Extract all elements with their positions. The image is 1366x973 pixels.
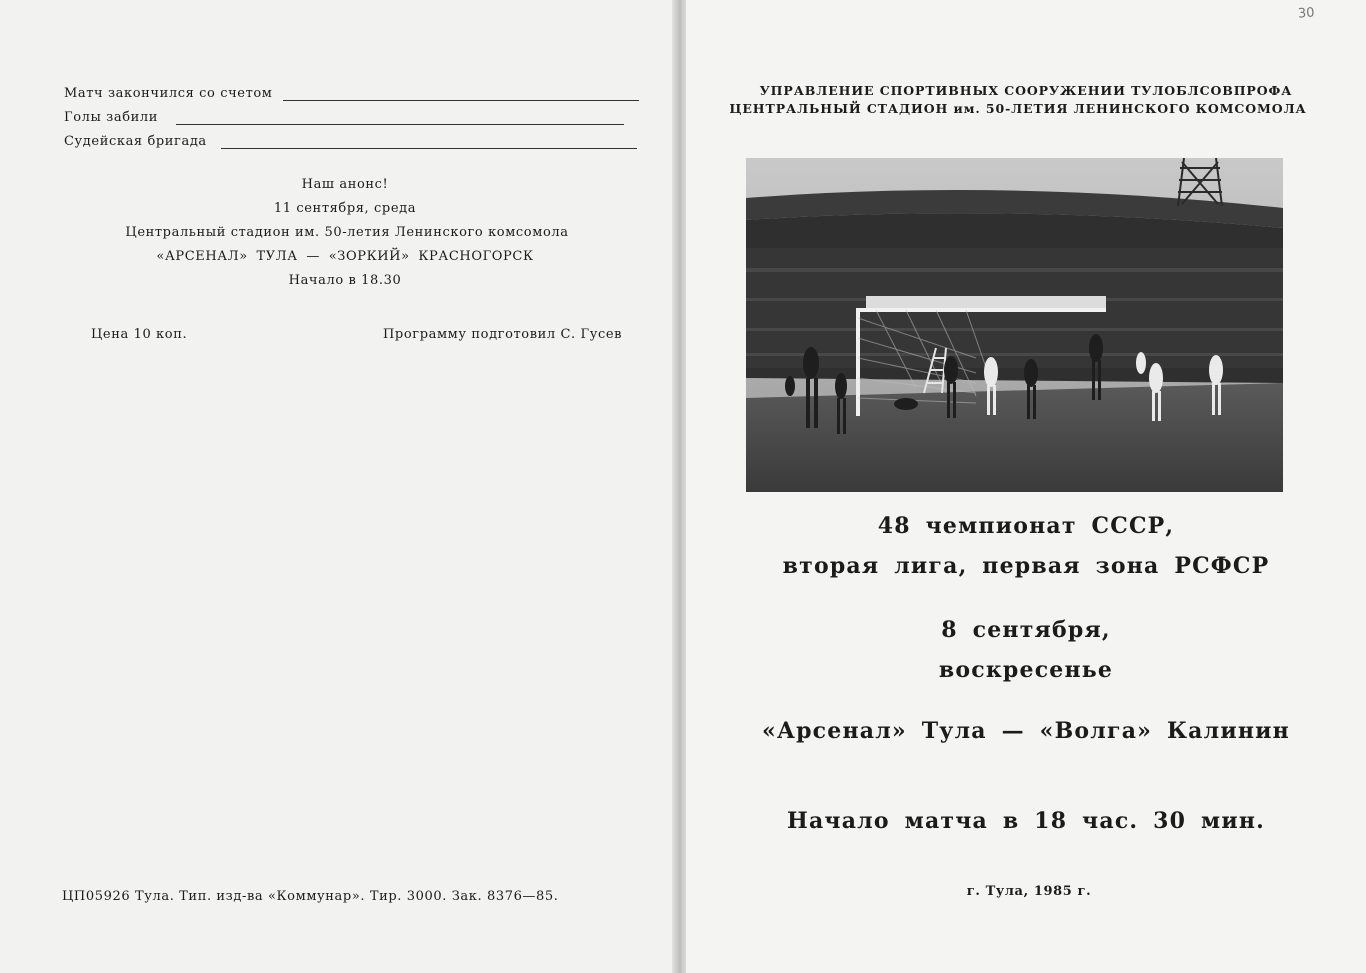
score-label: Матч закончился со счетом [64,86,273,101]
championship-title: 48 чемпионат СССР, [877,513,1175,539]
referees-blank-line [221,136,637,149]
goals-label: Голы забили [64,110,159,125]
prepared-by: Программу подготовил С. Гусев [383,327,623,342]
score-row [64,86,639,101]
left-page [0,0,676,973]
org-line-1: УПРАВЛЕНИЕ СПОРТИВНЫХ СООРУЖЕНИИ ТУЛОБЛСОВПРОФА [759,83,1293,98]
match-weekday: воскресенье [938,657,1114,683]
goals-blank-line [176,112,624,125]
football-match-photo [746,158,1283,492]
kickoff-time: Начало матча в 18 час. 30 мин. [786,808,1265,834]
referees-row [64,134,637,149]
announce-date: 11 сентября, среда [273,201,417,216]
match-teams: «Арсенал» Тула — «Волга» Калинин [762,718,1290,744]
announce-venue: Центральный стадион им. 50-летия Ленинского комсомола [125,225,569,240]
match-photo [746,158,1283,492]
announce-title: Наш анонс! [301,177,389,192]
announce-time: Начало в 18.30 [288,273,402,288]
price-label: Цена 10 коп. [91,327,188,342]
announce-match: «АРСЕНАЛ» ТУЛА — «ЗОРКИЙ» КРАСНОГОРСК [156,249,534,264]
org-line-2: ЦЕНТРАЛЬНЫЙ СТАДИОН им. 50-ЛЕТИЯ ЛЕНИНСКОГО КОМСОМОЛА [729,101,1307,116]
match-date: 8 сентября, [941,617,1111,643]
goals-row [64,110,624,125]
pencil-mark: 30 [1297,5,1316,22]
printing-imprint: ЦП05926 Тула. Тип. изд-ва «Коммунар». Тир. 3000. Зак. 8376—85. [62,889,559,904]
referees-label: Судейская бригада [64,134,207,149]
league-title: вторая лига, первая зона РСФСР [782,553,1270,579]
score-blank-line [283,88,639,101]
place-year: г. Тула, 1985 г. [966,884,1092,899]
right-page [686,0,1366,973]
